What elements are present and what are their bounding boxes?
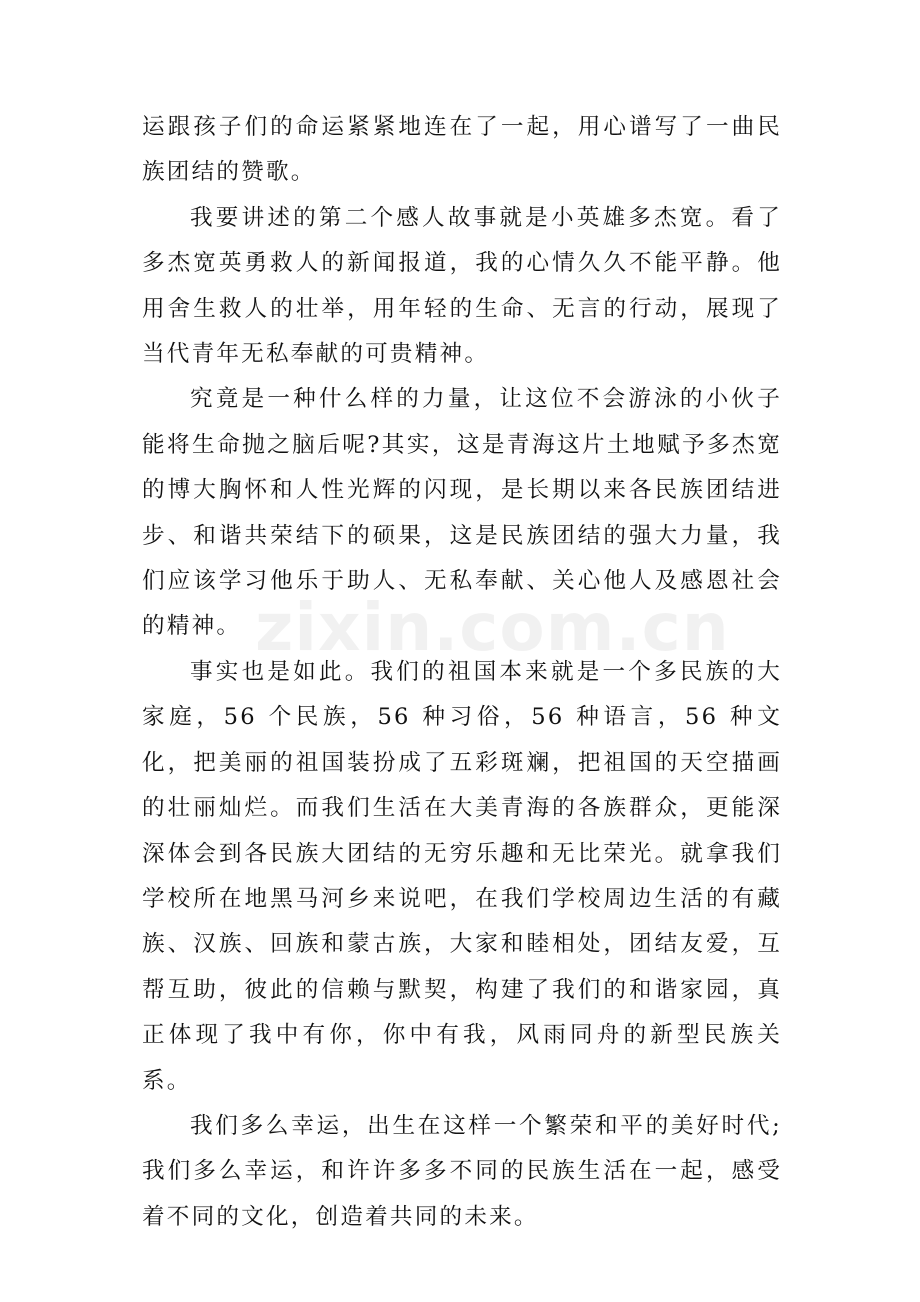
paragraph-strength: 究竟是一种什么样的力量，让这位不会游泳的小伙子能将生命抛之脑后呢?其实，这是青海这片土地赋予多杰宽的博大胸怀和人性光辉的闪现，是长期以来各民族团结进步、和谐共荣结下的硕果，这是民族团结的强大力量，我们应该学习他乐于助人、无私奉献、关心他人及感恩社会的精神。 — [142, 386, 782, 640]
watermark-text: zixin.com.cn — [255, 589, 730, 666]
paragraph-big-family: 事实也是如此。我们的祖国本来就是一个多民族的大家庭，56 个民族，56 种习俗，56 种语言，56 种文化，把美丽的祖国装扮成了五彩斑斓，把祖国的天空描画的壮丽灿烂。而我们生活在大美青海的各族群众，更能深深体会到各民族大团结的无穷乐趣和无比荣光。就拿我们学校所在地黑马河乡来说吧，在我们学校周边生活的有藏族、汉族、回族和蒙古族，大家和睦相处，团结友爱，互帮互助，彼此的信赖与默契，构建了我们的和谐家园，真正体现了我中有你，你中有我，风雨同舟的新型民族关系。 — [142, 658, 782, 1094]
paragraph-second-story: 我要讲述的第二个感人故事就是小英雄多杰宽。看了多杰宽英勇救人的新闻报道，我的心情久久不能平静。他用舍生救人的壮举，用年轻的生命、无言的行动，展现了当代青年无私奉献的可贵精神。 — [142, 204, 782, 368]
paragraph-fortunate: 我们多么幸运，出生在这样一个繁荣和平的美好时代;我们多么幸运，和许许多多不同的民族生活在一起，感受着不同的文化，创造着共同的未来。 — [142, 1112, 782, 1230]
document-body — [142, 105, 782, 1240]
paragraph-continuation: 运跟孩子们的命运紧紧地连在了一起，用心谱写了一曲民族团结的赞歌。 — [142, 114, 782, 186]
